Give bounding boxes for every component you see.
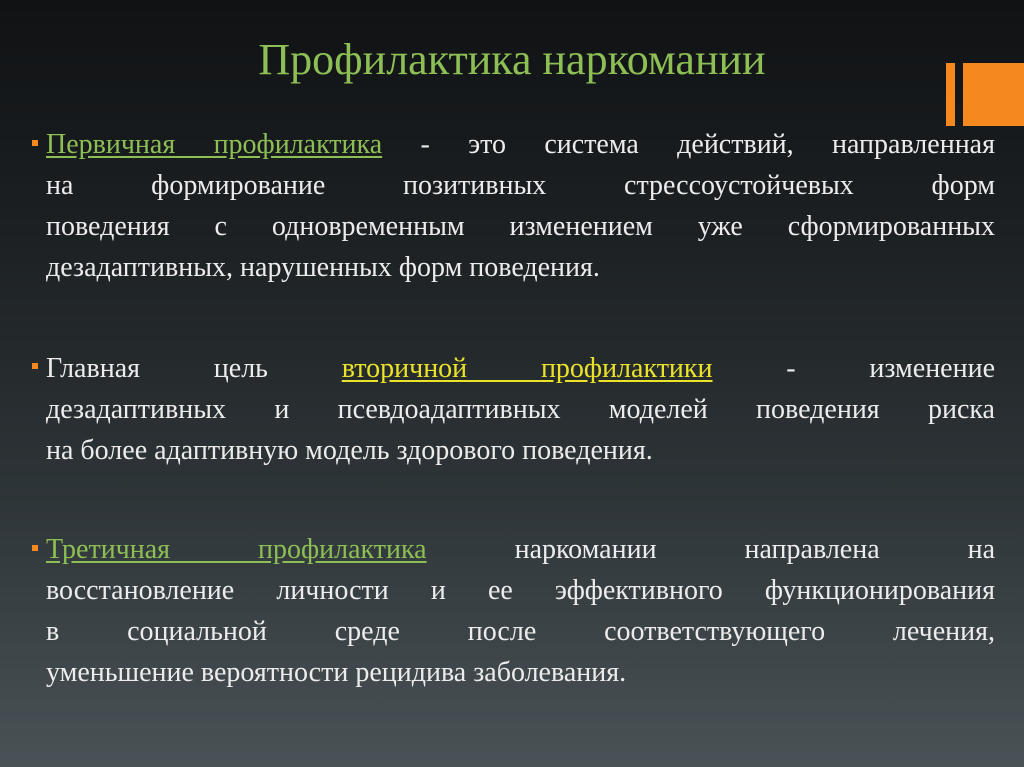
accent-bar-thin xyxy=(946,63,955,126)
paragraph-line: на более адаптивную модель здорового поведения. xyxy=(46,435,653,466)
term-secondary-prevention: вторичной профилактики xyxy=(341,353,713,384)
bullet-icon xyxy=(32,140,38,146)
paragraph-text: наркомании направлена на xyxy=(514,534,996,565)
paragraph-text: Главная цель xyxy=(46,353,268,384)
paragraph-primary-prevention xyxy=(46,124,995,288)
paragraph-line xyxy=(46,529,995,570)
paragraph-line: поведения с одновременным изменением уже сформированных xyxy=(46,211,995,242)
paragraph-text: - изменение xyxy=(786,353,996,384)
bullet-icon xyxy=(32,545,38,551)
paragraph-text: - это система действий, направленная xyxy=(382,129,995,160)
term-tertiary-prevention: Третичная профилактика xyxy=(46,534,427,565)
paragraph-line: дезадаптивных и псевдоадаптивных моделей поведения риска xyxy=(46,394,995,425)
accent-bar-thick xyxy=(963,63,1024,126)
paragraph-line xyxy=(46,124,995,165)
paragraph-line: дезадаптивных, нарушенных форм поведения. xyxy=(46,252,600,283)
paragraph-line: в социальной среде после соответствующего лечения, xyxy=(46,616,995,647)
paragraph-tertiary-prevention xyxy=(46,529,995,693)
paragraph-line: уменьшение вероятности рецидива заболевания. xyxy=(46,657,627,688)
paragraph-line: восстановление личности и ее эффективного функционирования xyxy=(46,575,995,606)
paragraph-secondary-prevention xyxy=(46,348,995,471)
bullet-icon xyxy=(32,363,38,369)
paragraph-line: на формирование позитивных стрессоустойчевых форм xyxy=(46,170,995,201)
slide-title: Профилактика наркомании xyxy=(258,35,766,84)
paragraph-line xyxy=(46,348,995,389)
term-primary-prevention: Первичная профилактика xyxy=(46,129,383,160)
